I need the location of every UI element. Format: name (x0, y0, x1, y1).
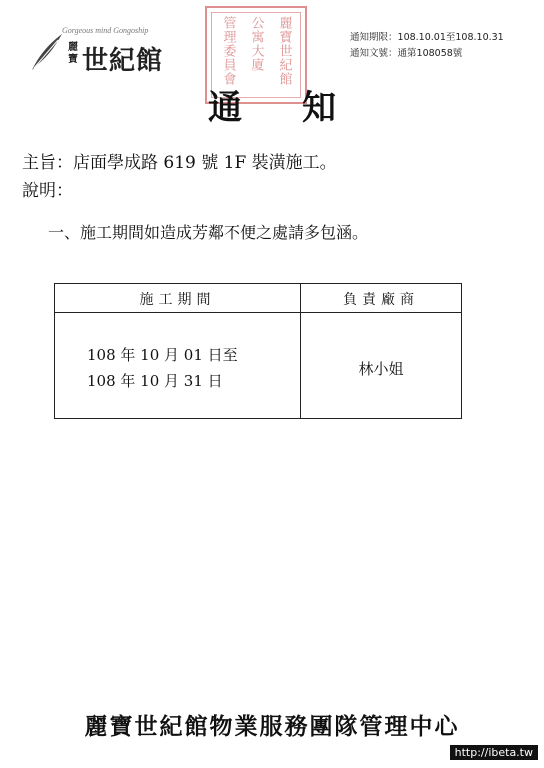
notice-number-value: 通第108058號 (397, 48, 463, 59)
notice-number-label: 通知文號 (350, 48, 389, 59)
logo (28, 26, 178, 82)
notice-number: 通知文號：通第108058號 (350, 48, 463, 59)
subject-text: 店面學成路 619 號 1F 裝潢施工。 (73, 153, 337, 173)
notice-period-label: 通知期限 (350, 32, 389, 43)
explain-item-1: 一、施工期間如造成芳鄰不便之處請多包涵。 (48, 223, 369, 242)
vendor-cell: 林小姐 (358, 360, 404, 378)
page-title: 通知 (208, 88, 396, 128)
seal-text-3: 管理委員會 (220, 16, 236, 86)
watermark-url: http://ibeta.tw (450, 745, 538, 760)
notice-period-value: 108.10.01至108.10.31 (397, 32, 504, 43)
logo-small-text: 麗寶 (68, 42, 78, 65)
logo-script-text: Gorgeous mind Gongoship (62, 26, 149, 35)
notice-meta (350, 30, 504, 62)
schedule-table (54, 283, 462, 419)
period-cell (87, 342, 238, 394)
explain-label: 說明： (22, 181, 73, 201)
period-start: 108 年 10 月 01 日至 (87, 346, 238, 364)
logo-name: 世紀館 (82, 46, 164, 76)
notice-period: 通知期限：108.10.01至108.10.31 (350, 32, 504, 43)
seal-text-2: 公寓大廈 (248, 16, 264, 72)
header-vendor: 負責廠商 (343, 292, 419, 308)
period-end: 108 年 10 月 31 日 (87, 372, 223, 390)
subject-label: 主旨： (22, 153, 73, 173)
seal-text-1: 麗寶世紀館 (276, 16, 292, 86)
subject-line (22, 148, 337, 173)
header-period: 施工期間 (139, 292, 216, 308)
feather-icon (28, 32, 66, 72)
footer-signature: 麗寶世紀館物業服務團隊管理中心 (84, 713, 460, 740)
